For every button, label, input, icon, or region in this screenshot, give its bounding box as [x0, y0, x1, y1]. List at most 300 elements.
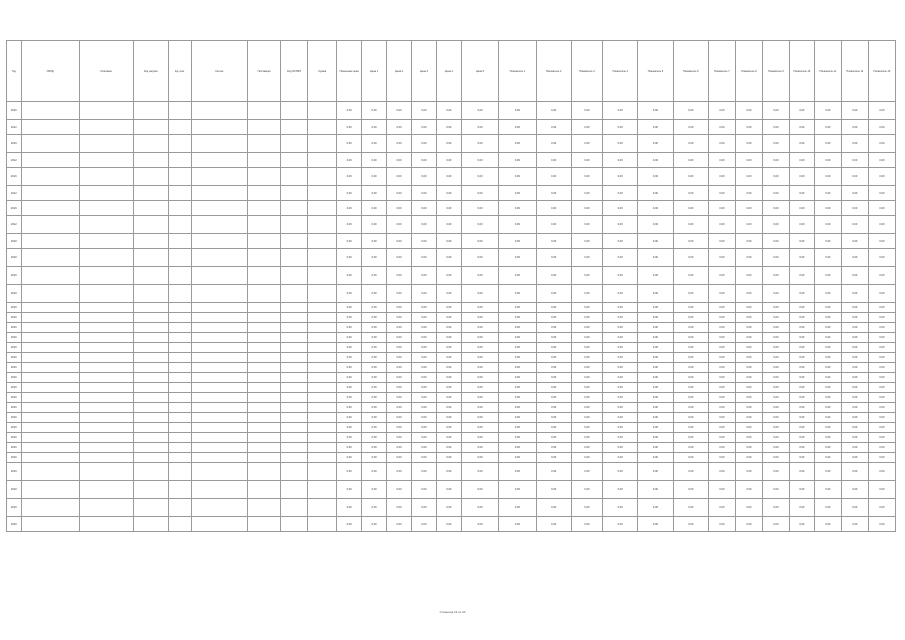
- cell-value: 0,00: [868, 120, 895, 135]
- cell-value: 0,00: [536, 383, 571, 393]
- cell-value: 0,00: [673, 481, 708, 499]
- cell-value: 0,00: [387, 333, 412, 343]
- table-row: [7, 393, 896, 403]
- cell-value: 0,00: [814, 499, 841, 517]
- table-row: [7, 353, 896, 363]
- cell-value: 0,00: [841, 333, 868, 343]
- cell-value: 0,00: [673, 216, 708, 234]
- table-row: [7, 303, 896, 313]
- cell-value: 0,00: [814, 353, 841, 363]
- cell-value: 0,00: [638, 333, 673, 343]
- cell-value: 0,00: [673, 323, 708, 333]
- cell-code: [133, 443, 168, 453]
- cell-value: 0,00: [603, 285, 638, 303]
- cell-sum: [308, 186, 337, 201]
- cell-year: 2016: [7, 303, 22, 313]
- cell-value: 0,00: [708, 393, 735, 403]
- cell-value: 0,00: [387, 373, 412, 383]
- cell-value: 0,00: [868, 517, 895, 532]
- cell-code: [133, 373, 168, 383]
- cell-value: 0,00: [536, 433, 571, 443]
- cell-value: 0,00: [571, 343, 602, 353]
- table-row: [7, 517, 896, 532]
- cell-value: 0,00: [461, 433, 498, 443]
- cell-value: 0,00: [841, 363, 868, 373]
- cell-value: 0,00: [603, 201, 638, 216]
- cell-sum: [308, 383, 337, 393]
- cell-desc: [79, 102, 133, 120]
- cell-value: 0,00: [411, 120, 436, 135]
- cell-value: 0,00: [841, 303, 868, 313]
- cell-value: 0,00: [708, 249, 735, 267]
- cell-value: 0,00: [436, 153, 461, 168]
- column-header: Сумма: [308, 41, 337, 102]
- cell-value: 0,00: [789, 403, 814, 413]
- cell-value: 0,00: [571, 267, 602, 285]
- cell-value: 0,00: [841, 373, 868, 383]
- cell-unit: [168, 481, 191, 499]
- cell-code: [133, 517, 168, 532]
- cell-code: [133, 463, 168, 481]
- cell-value: 0,00: [789, 453, 814, 463]
- cell-value: 0,00: [499, 383, 536, 393]
- cell-value: 0,00: [571, 443, 602, 453]
- table-row: [7, 373, 896, 383]
- cell-value: 0,00: [789, 333, 814, 343]
- cell-value: 0,00: [868, 433, 895, 443]
- cell-value: 0,00: [387, 120, 412, 135]
- cell-value: 0,00: [411, 234, 436, 249]
- cell-unit: [168, 499, 191, 517]
- cell-value: 0,00: [411, 443, 436, 453]
- cell-value: 0,00: [436, 343, 461, 353]
- cell-value: 0,00: [337, 249, 362, 267]
- cell-value: 0,00: [789, 343, 814, 353]
- cell-value: 0,00: [571, 168, 602, 186]
- cell-value: 0,00: [571, 186, 602, 201]
- cell-value: 0,00: [814, 373, 841, 383]
- cell-value: 0,00: [337, 393, 362, 403]
- cell-value: 0,00: [436, 463, 461, 481]
- cell-value: 0,00: [735, 413, 762, 423]
- cell-value: 0,00: [762, 443, 789, 453]
- table-row: [7, 333, 896, 343]
- cell-value: 0,00: [362, 373, 387, 383]
- cell-value: 0,00: [789, 481, 814, 499]
- cell-supplier: [247, 499, 280, 517]
- cell-value: 0,00: [735, 333, 762, 343]
- cell-value: 0,00: [536, 453, 571, 463]
- cell-value: 0,00: [735, 168, 762, 186]
- cell-value: 0,00: [436, 517, 461, 532]
- cell-value: 0,00: [868, 267, 895, 285]
- cell-code: [133, 323, 168, 333]
- cell-value: 0,00: [735, 120, 762, 135]
- column-header: Показатель 4: [603, 41, 638, 102]
- cell-value: 0,00: [499, 433, 536, 443]
- cell-value: 0,00: [337, 267, 362, 285]
- cell-unit: [168, 267, 191, 285]
- cell-okpd: [21, 313, 79, 323]
- cell-unit: [168, 216, 191, 234]
- cell-unit: [168, 373, 191, 383]
- cell-value: 0,00: [735, 135, 762, 153]
- column-header: Описание: [79, 41, 133, 102]
- cell-supplier: [247, 303, 280, 313]
- cell-value: 0,00: [673, 153, 708, 168]
- cell-value: 0,00: [638, 383, 673, 393]
- column-header: Цена 3: [411, 41, 436, 102]
- cell-value: 0,00: [499, 463, 536, 481]
- cell-value: 0,00: [499, 343, 536, 353]
- cell-value: 0,00: [708, 363, 735, 373]
- cell-value: 0,00: [436, 249, 461, 267]
- cell-value: 0,00: [362, 453, 387, 463]
- cell-okpd: [21, 433, 79, 443]
- cell-desc: [79, 153, 133, 168]
- cell-value: 0,00: [673, 453, 708, 463]
- cell-value: 0,00: [638, 373, 673, 383]
- cell-okpd: [21, 499, 79, 517]
- cell-value: 0,00: [814, 433, 841, 443]
- table-row: [7, 135, 896, 153]
- cell-value: 0,00: [762, 343, 789, 353]
- cell-value: 0,00: [789, 285, 814, 303]
- cell-value: 0,00: [868, 463, 895, 481]
- cell-oktmo: [281, 303, 308, 313]
- cell-value: 0,00: [638, 423, 673, 433]
- cell-qty: [191, 481, 247, 499]
- cell-value: 0,00: [436, 373, 461, 383]
- cell-supplier: [247, 453, 280, 463]
- cell-value: 0,00: [708, 463, 735, 481]
- cell-okpd: [21, 383, 79, 393]
- cell-value: 0,00: [387, 186, 412, 201]
- cell-value: 0,00: [673, 433, 708, 443]
- cell-value: 0,00: [673, 499, 708, 517]
- cell-value: 0,00: [387, 201, 412, 216]
- cell-value: 0,00: [387, 443, 412, 453]
- cell-value: 0,00: [436, 120, 461, 135]
- cell-value: 0,00: [571, 423, 602, 433]
- cell-sum: [308, 216, 337, 234]
- cell-value: 0,00: [841, 413, 868, 423]
- cell-value: 0,00: [673, 186, 708, 201]
- cell-okpd: [21, 413, 79, 423]
- cell-value: 0,00: [337, 373, 362, 383]
- cell-value: 0,00: [638, 249, 673, 267]
- cell-value: 0,00: [499, 443, 536, 453]
- cell-value: 0,00: [789, 433, 814, 443]
- cell-value: 0,00: [841, 393, 868, 403]
- cell-code: [133, 313, 168, 323]
- cell-value: 0,00: [362, 249, 387, 267]
- cell-okpd: [21, 102, 79, 120]
- cell-qty: [191, 383, 247, 393]
- cell-value: 0,00: [735, 463, 762, 481]
- cell-okpd: [21, 333, 79, 343]
- cell-value: 0,00: [789, 443, 814, 453]
- cell-desc: [79, 201, 133, 216]
- cell-unit: [168, 413, 191, 423]
- cell-value: 0,00: [536, 313, 571, 323]
- cell-value: 0,00: [868, 303, 895, 313]
- cell-sum: [308, 234, 337, 249]
- cell-sum: [308, 463, 337, 481]
- cell-desc: [79, 285, 133, 303]
- cell-value: 0,00: [841, 168, 868, 186]
- cell-value: 0,00: [499, 313, 536, 323]
- cell-value: 0,00: [499, 403, 536, 413]
- cell-value: 0,00: [499, 393, 536, 403]
- cell-supplier: [247, 267, 280, 285]
- cell-value: 0,00: [673, 168, 708, 186]
- cell-value: 0,00: [411, 517, 436, 532]
- cell-value: 0,00: [868, 383, 895, 393]
- cell-value: 0,00: [762, 393, 789, 403]
- cell-supplier: [247, 393, 280, 403]
- cell-supplier: [247, 333, 280, 343]
- cell-value: 0,00: [762, 323, 789, 333]
- cell-value: 0,00: [461, 120, 498, 135]
- cell-qty: [191, 267, 247, 285]
- cell-supplier: [247, 168, 280, 186]
- cell-okpd: [21, 249, 79, 267]
- cell-oktmo: [281, 323, 308, 333]
- cell-value: 0,00: [411, 313, 436, 323]
- cell-value: 0,00: [411, 463, 436, 481]
- cell-value: 0,00: [337, 383, 362, 393]
- cell-oktmo: [281, 413, 308, 423]
- cell-unit: [168, 443, 191, 453]
- cell-value: 0,00: [638, 201, 673, 216]
- cell-sum: [308, 201, 337, 216]
- cell-desc: [79, 517, 133, 532]
- cell-value: 0,00: [536, 363, 571, 373]
- cell-value: 0,00: [868, 343, 895, 353]
- cell-qty: [191, 323, 247, 333]
- column-header: Цена 4: [436, 41, 461, 102]
- cell-value: 0,00: [841, 433, 868, 443]
- cell-oktmo: [281, 423, 308, 433]
- column-header: Кол-во: [191, 41, 247, 102]
- column-header: Цена 2: [387, 41, 412, 102]
- cell-year: 2016: [7, 373, 22, 383]
- cell-value: 0,00: [814, 303, 841, 313]
- cell-year: 2012: [7, 216, 22, 234]
- cell-value: 0,00: [868, 403, 895, 413]
- cell-year: 2016: [7, 343, 22, 353]
- cell-qty: [191, 453, 247, 463]
- cell-value: 0,00: [789, 423, 814, 433]
- cell-value: 0,00: [814, 216, 841, 234]
- cell-value: 0,00: [461, 267, 498, 285]
- cell-value: 0,00: [638, 463, 673, 481]
- cell-sum: [308, 343, 337, 353]
- cell-qty: [191, 343, 247, 353]
- cell-qty: [191, 499, 247, 517]
- cell-year: 2016: [7, 201, 22, 216]
- cell-value: 0,00: [536, 135, 571, 153]
- cell-value: 0,00: [536, 120, 571, 135]
- cell-desc: [79, 135, 133, 153]
- cell-unit: [168, 343, 191, 353]
- cell-sum: [308, 403, 337, 413]
- cell-value: 0,00: [337, 323, 362, 333]
- cell-value: 0,00: [436, 383, 461, 393]
- cell-desc: [79, 234, 133, 249]
- table-row: [7, 403, 896, 413]
- cell-value: 0,00: [571, 353, 602, 363]
- cell-value: 0,00: [436, 303, 461, 313]
- cell-value: 0,00: [536, 333, 571, 343]
- cell-value: 0,00: [436, 234, 461, 249]
- table-row: [7, 323, 896, 333]
- cell-value: 0,00: [461, 168, 498, 186]
- cell-value: 0,00: [387, 393, 412, 403]
- cell-value: 0,00: [814, 517, 841, 532]
- cell-value: 0,00: [337, 353, 362, 363]
- cell-value: 0,00: [536, 373, 571, 383]
- cell-unit: [168, 285, 191, 303]
- cell-desc: [79, 499, 133, 517]
- cell-value: 0,00: [638, 481, 673, 499]
- cell-value: 0,00: [411, 201, 436, 216]
- cell-value: 0,00: [387, 285, 412, 303]
- cell-value: 0,00: [362, 499, 387, 517]
- cell-value: 0,00: [461, 303, 498, 313]
- cell-desc: [79, 267, 133, 285]
- cell-okpd: [21, 168, 79, 186]
- cell-value: 0,00: [841, 234, 868, 249]
- cell-value: 0,00: [436, 285, 461, 303]
- cell-value: 0,00: [814, 201, 841, 216]
- cell-value: 0,00: [638, 267, 673, 285]
- cell-desc: [79, 463, 133, 481]
- cell-value: 0,00: [536, 285, 571, 303]
- cell-value: 0,00: [536, 443, 571, 453]
- cell-value: 0,00: [362, 186, 387, 201]
- cell-value: 0,00: [411, 102, 436, 120]
- cell-value: 0,00: [814, 403, 841, 413]
- cell-value: 0,00: [461, 343, 498, 353]
- cell-value: 0,00: [673, 285, 708, 303]
- cell-value: 0,00: [436, 443, 461, 453]
- cell-supplier: [247, 443, 280, 453]
- cell-sum: [308, 153, 337, 168]
- cell-value: 0,00: [789, 517, 814, 532]
- cell-value: 0,00: [814, 267, 841, 285]
- cell-value: 0,00: [571, 153, 602, 168]
- cell-value: 0,00: [362, 393, 387, 403]
- cell-desc: [79, 323, 133, 333]
- cell-value: 0,00: [673, 249, 708, 267]
- cell-value: 0,00: [603, 249, 638, 267]
- cell-value: 0,00: [868, 234, 895, 249]
- cell-value: 0,00: [571, 102, 602, 120]
- cell-value: 0,00: [708, 481, 735, 499]
- cell-value: 0,00: [536, 403, 571, 413]
- cell-code: [133, 403, 168, 413]
- cell-value: 0,00: [814, 285, 841, 303]
- cell-value: 0,00: [708, 303, 735, 313]
- cell-value: 0,00: [362, 353, 387, 363]
- cell-value: 0,00: [536, 353, 571, 363]
- cell-value: 0,00: [673, 343, 708, 353]
- cell-sum: [308, 323, 337, 333]
- cell-value: 0,00: [638, 443, 673, 453]
- cell-value: 0,00: [461, 363, 498, 373]
- table-row: [7, 216, 896, 234]
- cell-sum: [308, 333, 337, 343]
- cell-value: 0,00: [789, 201, 814, 216]
- cell-value: 0,00: [411, 216, 436, 234]
- cell-value: 0,00: [735, 423, 762, 433]
- cell-value: 0,00: [868, 373, 895, 383]
- cell-value: 0,00: [762, 303, 789, 313]
- cell-value: 0,00: [814, 481, 841, 499]
- cell-value: 0,00: [841, 285, 868, 303]
- cell-value: 0,00: [841, 423, 868, 433]
- cell-value: 0,00: [603, 463, 638, 481]
- cell-value: 0,00: [362, 285, 387, 303]
- table-row: [7, 463, 896, 481]
- cell-qty: [191, 168, 247, 186]
- cell-value: 0,00: [789, 186, 814, 201]
- cell-value: 0,00: [673, 393, 708, 403]
- cell-value: 0,00: [499, 323, 536, 333]
- cell-value: 0,00: [411, 453, 436, 463]
- cell-value: 0,00: [638, 323, 673, 333]
- cell-value: 0,00: [536, 186, 571, 201]
- cell-value: 0,00: [735, 234, 762, 249]
- cell-value: 0,00: [571, 363, 602, 373]
- cell-value: 0,00: [708, 168, 735, 186]
- cell-value: 0,00: [362, 120, 387, 135]
- document-sheet: [6, 40, 896, 532]
- table-row: [7, 267, 896, 285]
- cell-value: 0,00: [868, 443, 895, 453]
- cell-sum: [308, 423, 337, 433]
- cell-value: 0,00: [362, 423, 387, 433]
- cell-value: 0,00: [735, 517, 762, 532]
- cell-value: 0,00: [603, 153, 638, 168]
- cell-value: 0,00: [499, 353, 536, 363]
- cell-value: 0,00: [362, 135, 387, 153]
- cell-value: 0,00: [708, 186, 735, 201]
- cell-value: 0,00: [603, 267, 638, 285]
- cell-unit: [168, 249, 191, 267]
- cell-value: 0,00: [536, 463, 571, 481]
- cell-value: 0,00: [411, 499, 436, 517]
- cell-value: 0,00: [461, 249, 498, 267]
- cell-value: 0,00: [762, 517, 789, 532]
- cell-supplier: [247, 153, 280, 168]
- cell-okpd: [21, 363, 79, 373]
- cell-value: 0,00: [673, 423, 708, 433]
- cell-value: 0,00: [571, 463, 602, 481]
- cell-year: 2016: [7, 517, 22, 532]
- cell-okpd: [21, 201, 79, 216]
- cell-unit: [168, 333, 191, 343]
- column-header: Показатель 3: [571, 41, 602, 102]
- cell-value: 0,00: [461, 373, 498, 383]
- cell-value: 0,00: [814, 323, 841, 333]
- cell-oktmo: [281, 168, 308, 186]
- table-row: [7, 423, 896, 433]
- cell-value: 0,00: [762, 383, 789, 393]
- cell-value: 0,00: [603, 373, 638, 383]
